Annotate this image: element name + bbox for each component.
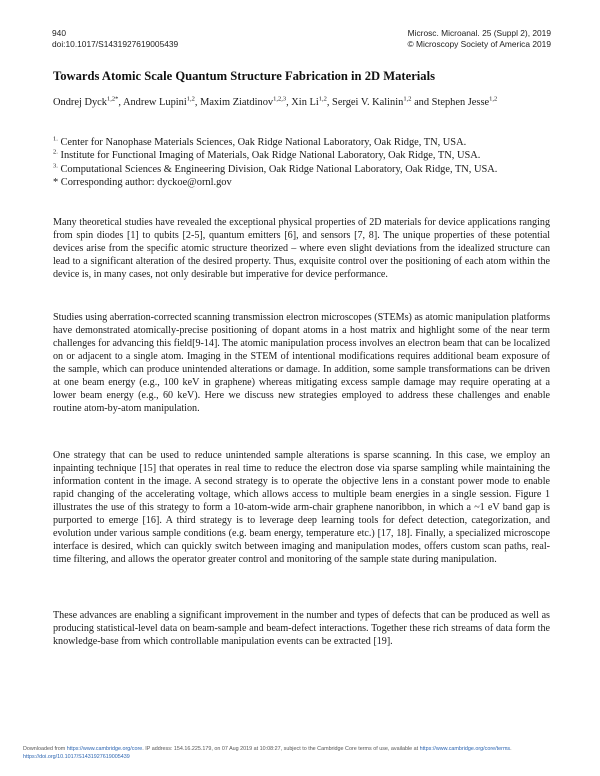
header-right	[408, 28, 552, 50]
author: Ondrej Dyck$^{1,2*}$,	[53, 95, 123, 108]
author: Maxim Ziatdinov$^{1,2,3}$,	[200, 95, 292, 108]
body-paragraph: One strategy that can be used to reduce unintended sample alterations is sparse scanning. In this case, we employ an inpainting technique [15] that operates in real time to reduce the electron dose via sparse sampling while maintaining the information content in the image. A second strategy is to operate the objective lens in a constant power mode to enable rapid changing of the accelerating voltage, which allows access to multiple beam energies in a single session. Figure 1 illustrates the use of this strategy to form a 10-atom-wide arm-chair graphene nanoribbon, in which a ~1 eV band gap is purported to emerge [16]. A third strategy is to leverage deep learning tools for defect detection, categorization, and evolution under various sample conditions (e.g. beam energy, temperature etc.) [17, 18]. Finally, a specialized microscope interface is desired, which can quickly switch between imaging and manipulation modes, offers custom scan paths, real-time filtering, and allows the operator greater control and monitoring of the sample state during manipulation.	[53, 450, 550, 566]
author: Sergei V. Kalinin$^{1,2}$ and	[332, 95, 432, 108]
body-paragraph: Studies using aberration-corrected scanning transmission electron microscopes (STEMs) as atomic manipulation platforms have demonstrated atomically-precise positioning of dopant atoms in a host matrix and highlight some of the near term challenges for advancing this field[9-14]. The atomic manipulation process involves an electron beam that can be localized on or adjacent to a single atom. Imaging in the STEM of intentional modifications requires additional beam exposure of the sample, which can produce unintended alterations or damage. In addition, some sample transformations can be driven at one beam energy (e.g., 100 keV in graphene) whereas mitigating excess sample damage may require operating at a lower beam energy (e.g., 60 keV). Here we discuss new strategies employed to address these challenges and enable routine atom-by-atom manipulation.	[53, 312, 550, 415]
affiliation: $^{1.}$ Center for Nanophase Materials Sciences, Oak Ridge National Laboratory, Oak Ridge, TN, USA.	[53, 135, 467, 148]
body-paragraph: These advances are enabling a significant improvement in the number and types of defects that can be produced as well as producing statistical-level data on beam-sample and beam-defect interactions. Together these rich streams of data form the knowledge-base from which controllable manipulation events can be extracted [19].	[53, 610, 550, 648]
author: Andrew Lupini$^{1,2}$,	[122, 95, 201, 108]
doi: doi:10.1017/S1431927619005439	[52, 39, 179, 49]
corresponding-author: * Corresponding author: dyckoe@ornl.gov	[53, 177, 232, 189]
terms-link[interactable]: https://www.cambridge.org/core/terms	[419, 746, 511, 752]
header-left	[52, 28, 178, 50]
journal-citation: Microsc. Microanal. 25 (Suppl 2), 2019	[407, 28, 551, 38]
affiliation: $^{3.}$ Computational Sciences & Engineering Division, Oak Ridge National Laboratory, Oak Ridge, TN, USA.	[53, 162, 498, 175]
page-number: 940	[52, 28, 66, 38]
author: Stephen Jesse$^{1,2}$	[431, 95, 498, 108]
cambridge-core-link[interactable]: https://www.cambridge.org/core	[66, 746, 143, 752]
affiliation: $^{2.}$ Institute for Functional Imaging of Materials, Oak Ridge National Laboratory, Oak Ridge, TN, USA.	[53, 148, 481, 162]
copyright-notice: © Microscopy Society of America 2019	[407, 39, 551, 49]
affiliations	[53, 136, 553, 190]
author-list	[53, 96, 553, 109]
download-footer: Downloaded from https://www.cambridge.org/core. IP address: 154.16.225.179, on 07 Aug 2019 at 10:08:27, subject to the Cambridge Core terms of use, available at https://www.cambridge.org/core/terms. https://doi.org/10.1017/S1431927619005439	[23, 746, 512, 760]
body-paragraph: Many theoretical studies have revealed the exceptional physical properties of 2D materials for device applications ranging from spin diodes [1] to qubits [2-5], quantum emitters [6], and sensors [7, 8]. The unique properties of these potential devices arise from the specific atomic structure theorized – where even slight deviations from the idealized structure can lead to a significant alteration of the desired property. Thus, exquisite control over the positioning of each atom within the device is, in many cases, not only desirable but imperative for device performance.	[53, 217, 550, 281]
paper-title: Towards Atomic Scale Quantum Structure Fabrication in 2D Materials	[53, 69, 435, 83]
author: Xin Li$^{1,2}$,	[291, 95, 333, 108]
doi-link[interactable]: https://doi.org/10.1017/S1431927619005439	[23, 754, 130, 760]
